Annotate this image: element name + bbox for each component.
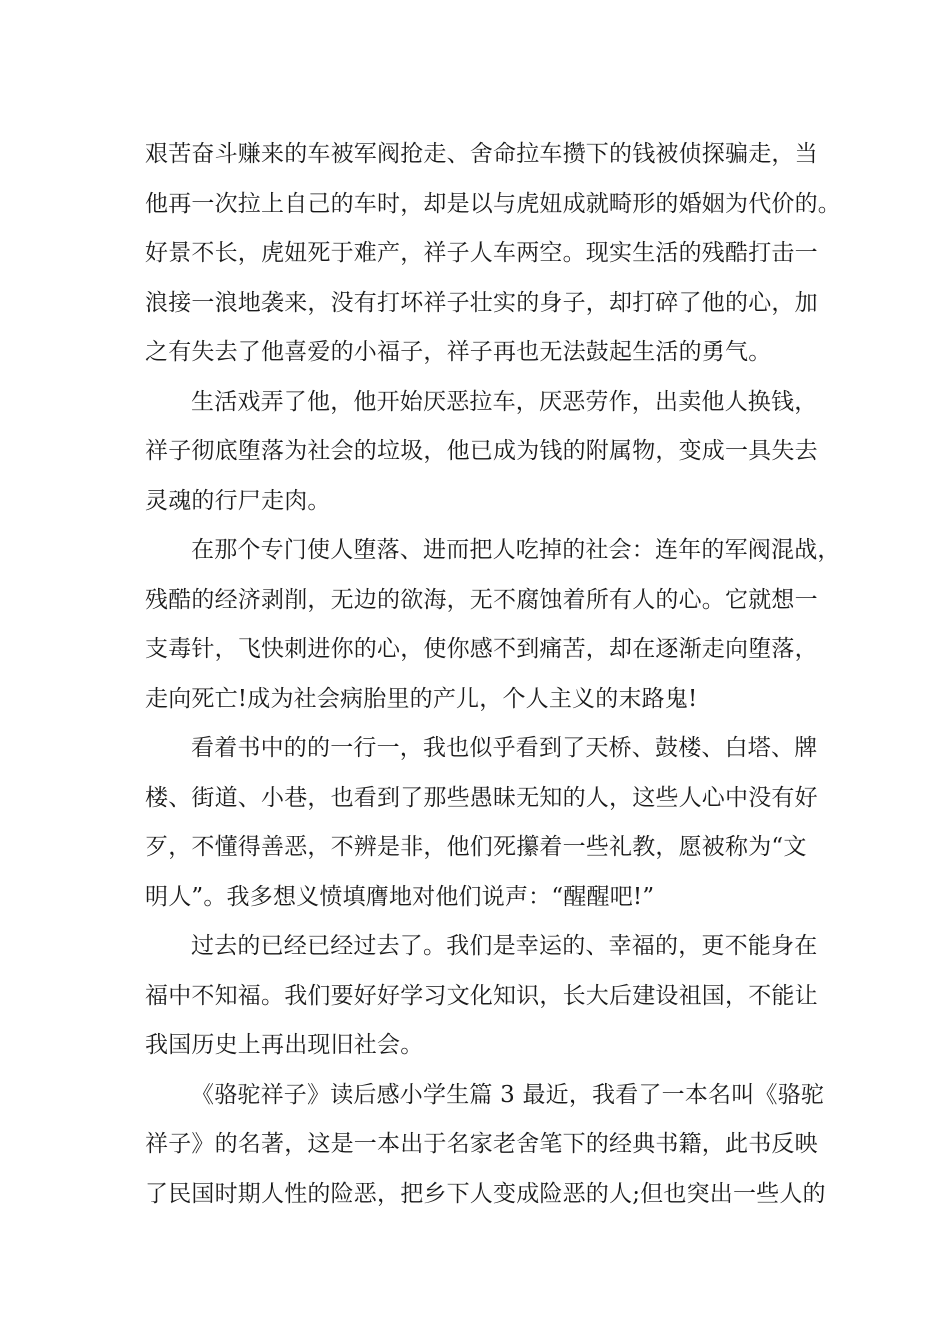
text-line: 祥子彻底堕落为社会的垃圾，他已成为钱的附属物，变成一具失去 [145,438,818,464]
text-line: 残酷的经济剥削，无边的欲海，无不腐蚀着所有人的心。它就想一 [145,586,818,613]
text-line: 看着书中的的一行一，我也似乎看到了天桥、鼓楼、白塔、牌 [191,735,818,761]
text-line: 艰苦奋斗赚来的车被军阀抢走、舍命拉车攒下的钱被侦探骗走，当 [145,141,818,167]
text-line: 祥子》的名著，这是一本出于名家老舍笔下的经典书籍，此书反映 [145,1131,818,1157]
text-line: 明人”。我多想义愤填膺地对他们说声：“醒醒吧!” [145,883,655,910]
text-line: 我国历史上再出现旧社会。 [145,1032,424,1058]
text-line: 楼、街道、小巷，也看到了那些愚昧无知的人，这些人心中没有好 [145,784,818,811]
text-line: 灵魂的行尸走肉。 [145,487,331,514]
text-line: 好景不长，虎妞死于难产，祥子人车两空。现实生活的残酷打击一 [145,240,818,266]
body-text [145,130,841,1219]
text-line: 在那个专门使人堕落、进而把人吃掉的社会：连年的军阀混战， [191,537,841,563]
text-line: 福中不知福。我们要好好学习文化知识，长大后建设祖国，不能让 [145,982,818,1009]
text-line: 过去的已经已经过去了。我们是幸运的、幸福的，更不能身在 [191,933,818,959]
text-line: 歹，不懂得善恶，不辨是非，他们死攥着一些礼教，愿被称为“文 [145,834,807,860]
text-line: 他再一次拉上自己的车时，却是以与虎妞成就畸形的婚姻为代价的。 [145,190,841,217]
text-line: 浪接一浪地袭来，没有打坏祥子壮实的身子，却打碎了他的心，加 [145,289,818,316]
text-line: 生活戏弄了他，他开始厌恶拉车，厌恶劳作，出卖他人换钱， [191,388,818,415]
text-line: 《骆驼祥子》读后感小学生篇 3 最近，我看了一本名叫《骆驼 [191,1081,825,1108]
text-line: 之有失去了他喜爱的小福子，祥子再也无法鼓起生活的勇气。 [145,339,772,365]
text-line: 支毒针，飞快刺进你的心，使你感不到痛苦，却在逐渐走向堕落， [145,636,818,662]
text-line: 了民国时期人性的险恶，把乡下人变成险恶的人;但也突出一些人的 [145,1180,826,1207]
text-line: 走向死亡!成为社会病胎里的产儿，个人主义的末路鬼! [145,685,698,712]
